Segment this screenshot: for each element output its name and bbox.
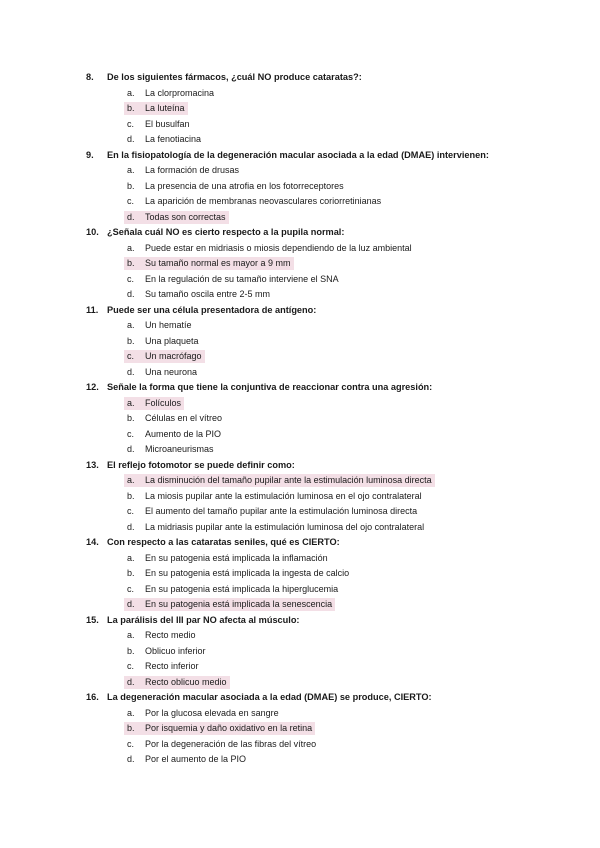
- option-letter: b.: [127, 335, 135, 346]
- option-letter: d.: [127, 366, 135, 377]
- option-letter: d.: [127, 444, 135, 454]
- question-16: [0, 690, 600, 706]
- option-letter: b.: [127, 258, 135, 268]
- answer-option: [0, 489, 600, 505]
- question-number: 8.: [86, 72, 94, 82]
- option-letter: d.: [127, 599, 135, 609]
- option-text: Por isquemia y daño oxidativo en la retina: [145, 723, 313, 733]
- answer-option: [0, 752, 600, 768]
- answer-option: [0, 411, 600, 427]
- answer-option: [0, 427, 600, 443]
- option-text: La clorpromacina: [145, 87, 215, 98]
- option-letter: c.: [127, 738, 135, 749]
- option-text: La fenotiacina: [145, 134, 202, 144]
- question-number: 9.: [86, 149, 94, 160]
- option-text: Todas son correctas: [145, 211, 226, 222]
- option-text: En su patogenia está implicada la ingesta de calcio: [145, 568, 350, 578]
- answer-option: [0, 287, 600, 303]
- answer-option: [0, 241, 600, 257]
- question-number: 15.: [86, 614, 99, 625]
- question-text: La parálisis del III par NO afecta al músculo:: [107, 614, 300, 625]
- option-text: Su tamaño oscila entre 2-5 mm: [145, 289, 271, 299]
- question-text: Puede ser una célula presentadora de antígeno:: [107, 304, 317, 315]
- answer-option: [0, 520, 600, 536]
- answer-option: [0, 101, 600, 117]
- option-letter: b.: [127, 645, 135, 656]
- answer-option: [0, 179, 600, 195]
- option-text: Recto oblicuo medio: [145, 676, 227, 687]
- question-number: 12.: [86, 382, 99, 392]
- option-text: Puede estar en midriasis o miosis dependiendo de la luz ambiental: [145, 242, 412, 253]
- answer-option: [0, 272, 600, 288]
- option-text: El aumento del tamaño pupilar ante la estimulación luminosa directa: [145, 506, 418, 516]
- option-letter: b.: [127, 413, 135, 423]
- question-11: [0, 303, 600, 319]
- option-text: En su patogenia está implicada la hiperglucemia: [145, 583, 339, 594]
- option-text: La miosis pupilar ante la estimulación luminosa en el ojo contralateral: [145, 490, 422, 501]
- answer-option: [0, 194, 600, 210]
- answer-option: [0, 721, 600, 737]
- option-text: Folículos: [145, 397, 182, 408]
- option-text: La formación de drusas: [145, 165, 240, 175]
- option-text: Por el aumento de la PIO: [145, 754, 247, 764]
- question-8: [0, 70, 600, 86]
- answer-option: [0, 644, 600, 660]
- option-text: La luteína: [145, 103, 185, 113]
- option-text: En su patogenia está implicada la senescencia: [145, 599, 333, 609]
- question-text: Con respecto a las cataratas seniles, qué es CIERTO:: [107, 537, 340, 547]
- option-letter: c.: [127, 118, 135, 129]
- question-list: [0, 70, 600, 768]
- question-12: [0, 380, 600, 396]
- option-text: Un hematíe: [145, 320, 192, 330]
- question-text: El reflejo fotomotor se puede definir como:: [107, 459, 295, 470]
- option-text: Su tamaño normal es mayor a 9 mm: [145, 258, 291, 268]
- question-14: [0, 535, 600, 551]
- option-letter: b.: [127, 103, 135, 113]
- answer-option: [0, 318, 600, 334]
- option-letter: a.: [127, 552, 135, 563]
- answer-option: [0, 210, 600, 226]
- answer-option: [0, 334, 600, 350]
- option-letter: b.: [127, 723, 135, 733]
- option-text: Una plaqueta: [145, 335, 199, 346]
- option-text: Células en el vítreo: [145, 413, 223, 423]
- question-13: [0, 458, 600, 474]
- answer-option: [0, 163, 600, 179]
- option-letter: a.: [127, 630, 135, 640]
- option-text: En su patogenia está implicada la inflamación: [145, 552, 328, 563]
- question-number: 14.: [86, 537, 99, 547]
- answer-option: [0, 349, 600, 365]
- option-text: El busulfan: [145, 118, 190, 129]
- option-letter: c.: [127, 583, 135, 594]
- question-text: Señale la forma que tiene la conjuntiva de reaccionar contra una agresión:: [107, 382, 433, 392]
- answer-option: [0, 132, 600, 148]
- answer-option: [0, 597, 600, 613]
- answer-option: [0, 256, 600, 272]
- answer-option: [0, 86, 600, 102]
- question-text: ¿Señala cuál NO es cierto respecto a la pupila normal:: [107, 227, 345, 237]
- option-letter: c.: [127, 196, 135, 206]
- option-text: Recto medio: [145, 630, 196, 640]
- answer-option: [0, 473, 600, 489]
- answer-option: [0, 365, 600, 381]
- question-text: De los siguientes fármacos, ¿cuál NO produce cataratas?:: [107, 72, 362, 82]
- option-letter: d.: [127, 134, 135, 144]
- option-letter: c.: [127, 506, 135, 516]
- answer-option: [0, 659, 600, 675]
- option-text: Microaneurismas: [145, 444, 214, 454]
- answer-option: [0, 706, 600, 722]
- question-10: [0, 225, 600, 241]
- option-text: En la regulación de su tamaño interviene el SNA: [145, 273, 339, 284]
- answer-option: [0, 675, 600, 691]
- answer-option: [0, 628, 600, 644]
- question-number: 10.: [86, 227, 99, 237]
- option-letter: d.: [127, 289, 135, 299]
- option-letter: c.: [127, 351, 135, 361]
- question-text: En la fisiopatología de la degeneración macular asociada a la edad (DMAE) intervienen:: [107, 149, 489, 160]
- answer-option: [0, 566, 600, 582]
- option-text: La disminución del tamaño pupilar ante la estimulación luminosa directa: [145, 475, 432, 485]
- option-letter: d.: [127, 521, 135, 532]
- option-letter: a.: [127, 475, 135, 485]
- option-text: La presencia de una atrofia en los fotorreceptores: [145, 180, 344, 191]
- option-letter: a.: [127, 242, 135, 253]
- option-letter: d.: [127, 754, 135, 764]
- option-letter: a.: [127, 707, 135, 718]
- answer-option: [0, 582, 600, 598]
- question-15: [0, 613, 600, 629]
- option-text: Una neurona: [145, 366, 198, 377]
- answer-option: [0, 442, 600, 458]
- option-letter: b.: [127, 180, 135, 191]
- option-text: Recto inferior: [145, 661, 199, 671]
- answer-option: [0, 737, 600, 753]
- option-letter: d.: [127, 676, 135, 687]
- option-letter: c.: [127, 428, 135, 439]
- answer-option: [0, 396, 600, 412]
- answer-option: [0, 551, 600, 567]
- answer-option: [0, 117, 600, 133]
- option-text: Un macrófago: [145, 351, 202, 361]
- option-text: La aparición de membranas neovasculares coriorretinianas: [145, 196, 382, 206]
- answer-option: [0, 504, 600, 520]
- option-text: Aumento de la PIO: [145, 428, 222, 439]
- question-text: La degeneración macular asociada a la edad (DMAE) se produce, CIERTO:: [107, 692, 432, 702]
- option-text: Por la glucosa elevada en sangre: [145, 707, 279, 718]
- option-text: Por la degeneración de las fibras del vítreo: [145, 738, 317, 749]
- option-letter: c.: [127, 273, 135, 284]
- option-letter: d.: [127, 211, 135, 222]
- question-9: [0, 148, 600, 164]
- option-letter: a.: [127, 397, 135, 408]
- option-text: La midriasis pupilar ante la estimulación luminosa del ojo contralateral: [145, 521, 425, 532]
- question-number: 11.: [86, 304, 99, 315]
- option-letter: a.: [127, 87, 135, 98]
- option-letter: a.: [127, 320, 135, 330]
- question-number: 13.: [86, 459, 99, 470]
- option-text: Oblicuo inferior: [145, 645, 206, 656]
- option-letter: b.: [127, 490, 135, 501]
- option-letter: b.: [127, 568, 135, 578]
- option-letter: a.: [127, 165, 135, 175]
- question-number: 16.: [86, 692, 99, 702]
- option-letter: c.: [127, 661, 135, 671]
